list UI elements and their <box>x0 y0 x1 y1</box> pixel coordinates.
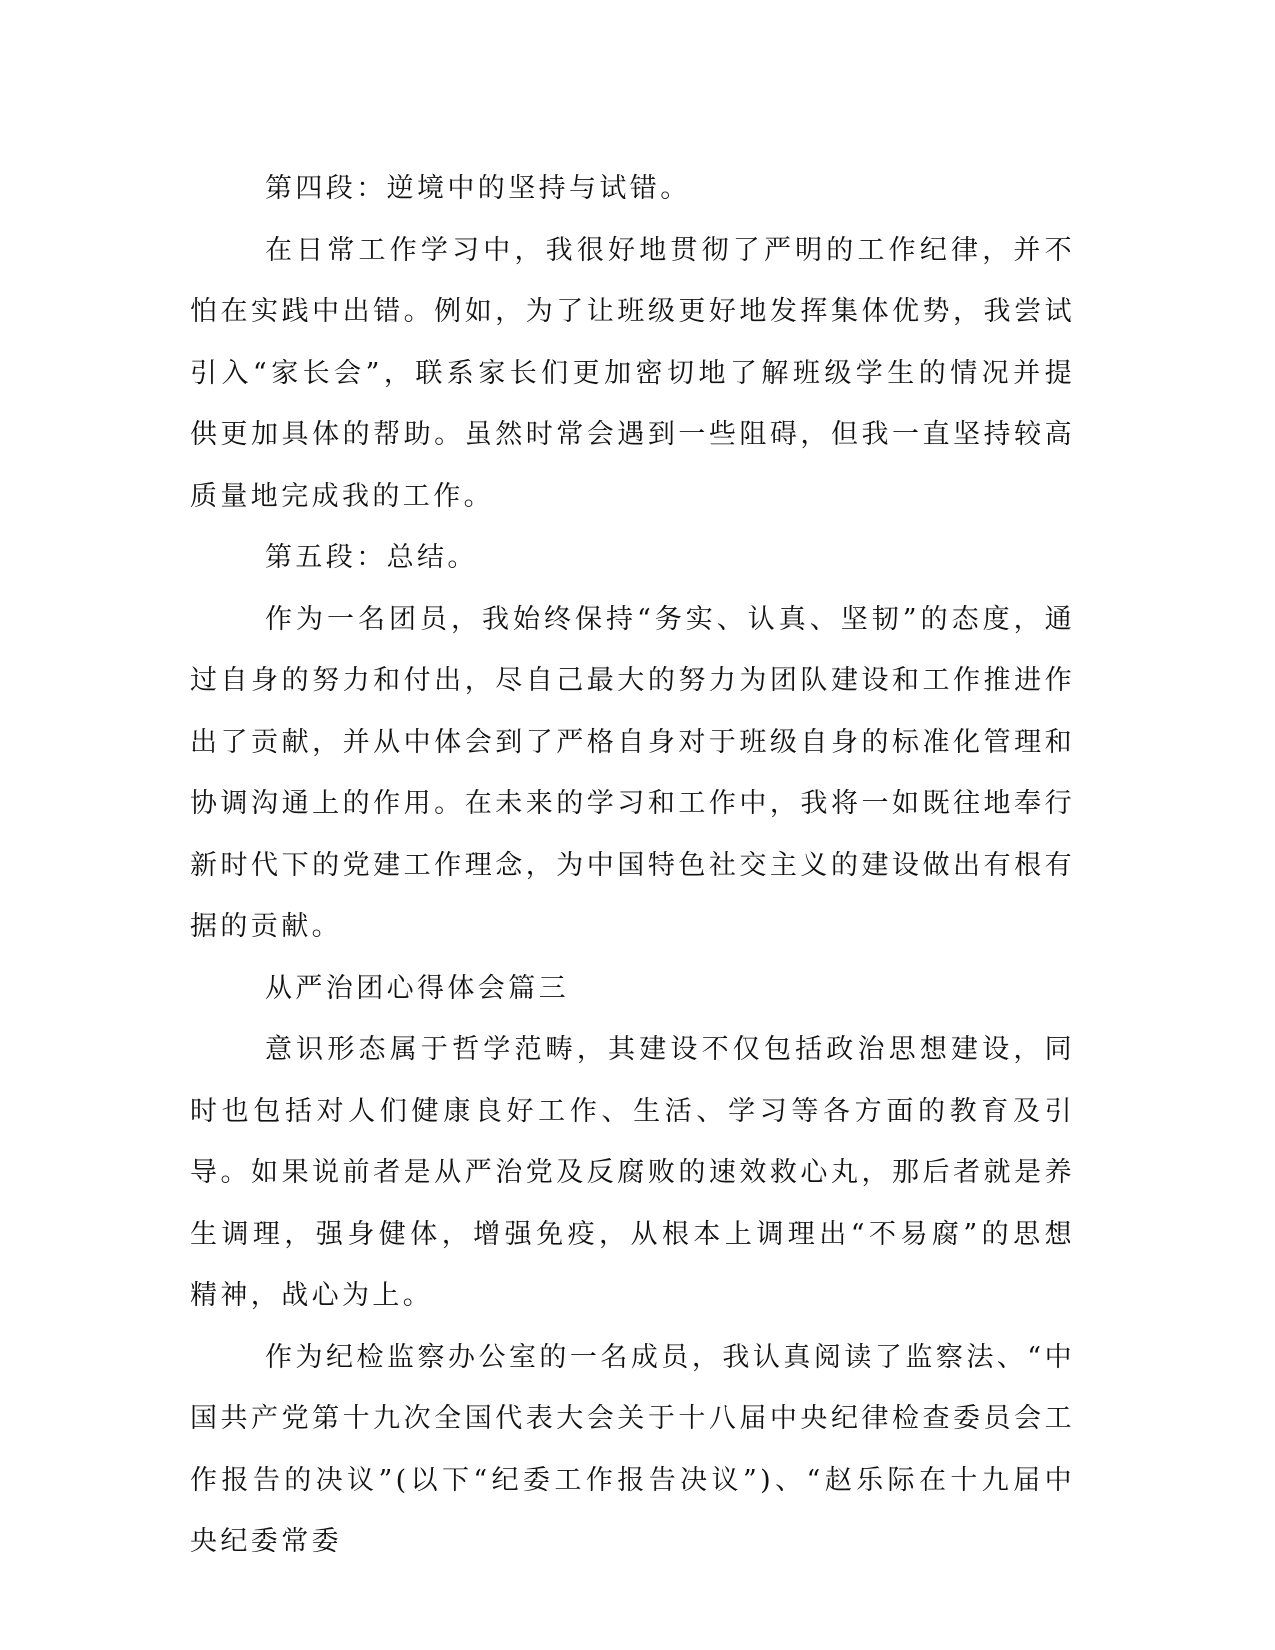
paragraph-summary: 作为一名团员，我始终保持“务实、认真、坚韧”的态度，通过自身的努力和付出，尽自己最大的努力为团队建设和工作推进作出了贡献，并从中体会到了严格自身对于班级自身的标准化管理和协调沟通上的作用。在未来的学习和工作中，我将一如既往地奉行新时代下的党建工作理念，为中国特色社交主义的建设做出有根有据的贡献。 <box>190 603 1075 942</box>
article-title-part-three: 从严治团心得体会篇三 <box>265 972 569 1004</box>
paragraph-supervision: 作为纪检监察办公室的一名成员，我认真阅读了监察法、“中国共产党第十九次全国代表大会关于十八届中央纪律检查委员会工作报告的决议”(以下“纪委工作报告决议”)、“赵乐际在十九届中央纪委常委 <box>190 1341 1075 1557</box>
paragraph-persistence: 在日常工作学习中，我很好地贯彻了严明的工作纪律，并不怕在实践中出错。例如，为了让班级更好地发挥集体优势，我尝试引入“家长会”，联系家长们更加密切地了解班级学生的情况并提供更加具体的帮助。虽然时常会遇到一些阻碍，但我一直坚持较高质量地完成我的工作。 <box>190 234 1075 512</box>
document-body <box>190 158 1075 1573</box>
paragraph-ideology: 意识形态属于哲学范畴，其建设不仅包括政治思想建设，同时也包括对人们健康良好工作、生活、学习等各方面的教育及引导。如果说前者是从严治党及反腐败的速效救心丸，那后者就是养生调理，强身健体，增强免疫，从根本上调理出“不易腐”的思想精神，战心为上。 <box>190 1034 1075 1311</box>
section-heading-five: 第五段：总结。 <box>265 542 478 573</box>
section-heading-four: 第四段：逆境中的坚持与试错。 <box>265 173 691 204</box>
